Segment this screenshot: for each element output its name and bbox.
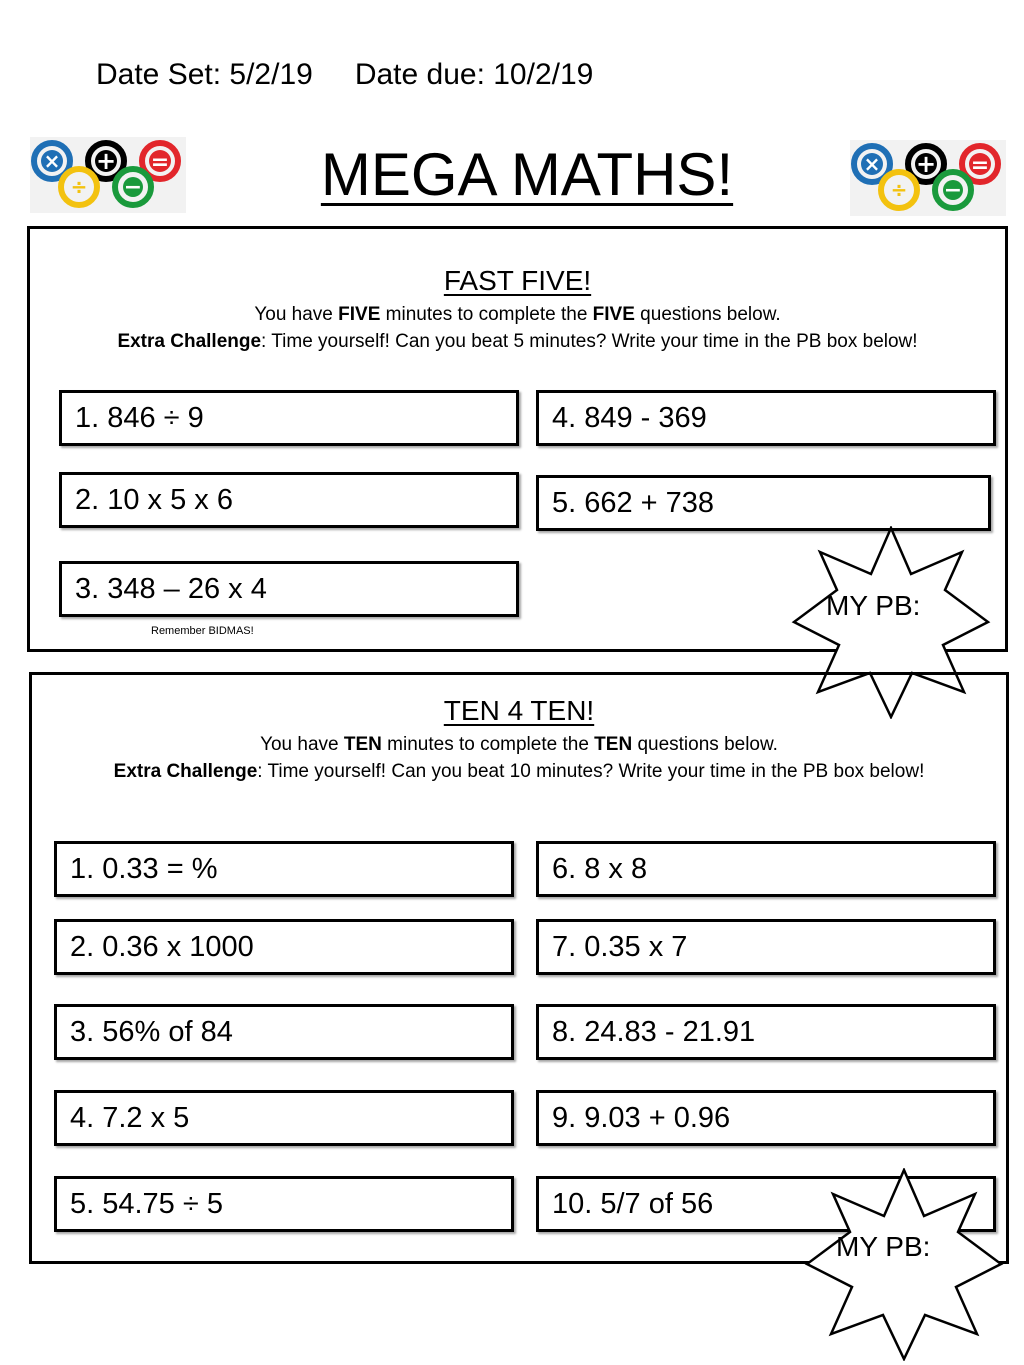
svg-text:=: = xyxy=(970,153,990,178)
fast-five-title: FAST FIVE! xyxy=(443,265,592,296)
ten-4-ten-question-4[interactable]: 4. 7.2 x 5 xyxy=(54,1090,514,1146)
ten-4-ten-instructions: You have TEN minutes to complete the TEN questions below. xyxy=(260,734,778,755)
svg-text:−: − xyxy=(123,175,143,200)
ten-4-ten-pb-label: MY PB: xyxy=(836,1231,931,1262)
ten-4-ten-question-2[interactable]: 2. 0.36 x 1000 xyxy=(54,919,514,975)
svg-text:×: × xyxy=(43,149,61,173)
svg-text:+: + xyxy=(95,147,117,175)
fast-five-question-5[interactable]: 5. 662 + 738 xyxy=(536,475,991,531)
maths-olympic-rings-logo-left xyxy=(30,137,186,213)
svg-text:=: = xyxy=(150,150,170,175)
fast-five-instructions: You have FIVE minutes to complete the FIVE questions below. xyxy=(254,304,781,325)
fast-five-question-4[interactable]: 4. 849 - 369 xyxy=(536,390,996,446)
ten-4-ten-question-5[interactable]: 5. 54.75 ÷ 5 xyxy=(54,1176,514,1232)
ten-4-ten-question-9[interactable]: 9. 9.03 + 0.96 xyxy=(536,1090,996,1146)
page-title: MEGA MATHS! xyxy=(320,141,734,208)
fast-five-header xyxy=(30,265,1005,355)
svg-text:+: + xyxy=(915,150,937,178)
fast-five-question-1[interactable]: 1. 846 ÷ 9 xyxy=(59,390,519,446)
fast-five-pb-label: MY PB: xyxy=(826,590,921,621)
bidmas-reminder: Remember BIDMAS! xyxy=(151,625,254,637)
ten-4-ten-question-8[interactable]: 8. 24.83 - 21.91 xyxy=(536,1004,996,1060)
date-due: Date due: 10/2/19 xyxy=(354,58,594,91)
fast-five-question-2[interactable]: 2. 10 x 5 x 6 xyxy=(59,472,519,528)
date-line xyxy=(96,58,593,92)
ten-4-ten-title: TEN 4 TEN! xyxy=(443,695,595,726)
ten-4-ten-question-6[interactable]: 6. 8 x 8 xyxy=(536,841,996,897)
ten-4-ten-pb-starburst[interactable] xyxy=(803,1168,1005,1361)
svg-text:÷: ÷ xyxy=(70,175,88,199)
ten-4-ten-question-1[interactable]: 1. 0.33 = % xyxy=(54,841,514,897)
ten-4-ten-header xyxy=(32,695,1006,785)
fast-five-question-3[interactable]: 3. 348 – 26 x 4 xyxy=(59,561,519,617)
maths-olympic-rings-logo-right xyxy=(850,140,1006,216)
ten-4-ten-question-7[interactable]: 7. 0.35 x 7 xyxy=(536,919,996,975)
ten-4-ten-question-10[interactable]: 10. 5/7 of 56 xyxy=(536,1176,996,1232)
svg-text:÷: ÷ xyxy=(890,178,908,202)
ten-4-ten-extra-challenge: Extra Challenge: Time yourself! Can you beat 10 minutes? Write your time in the PB box below! xyxy=(113,761,925,782)
svg-text:−: − xyxy=(943,178,963,203)
svg-text:×: × xyxy=(863,152,881,176)
date-set: Date Set: 5/2/19 xyxy=(96,58,313,91)
fast-five-extra-challenge: Extra Challenge: Time yourself! Can you beat 5 minutes? Write your time in the PB box below! xyxy=(117,331,918,352)
ten-4-ten-question-3[interactable]: 3. 56% of 84 xyxy=(54,1004,514,1060)
